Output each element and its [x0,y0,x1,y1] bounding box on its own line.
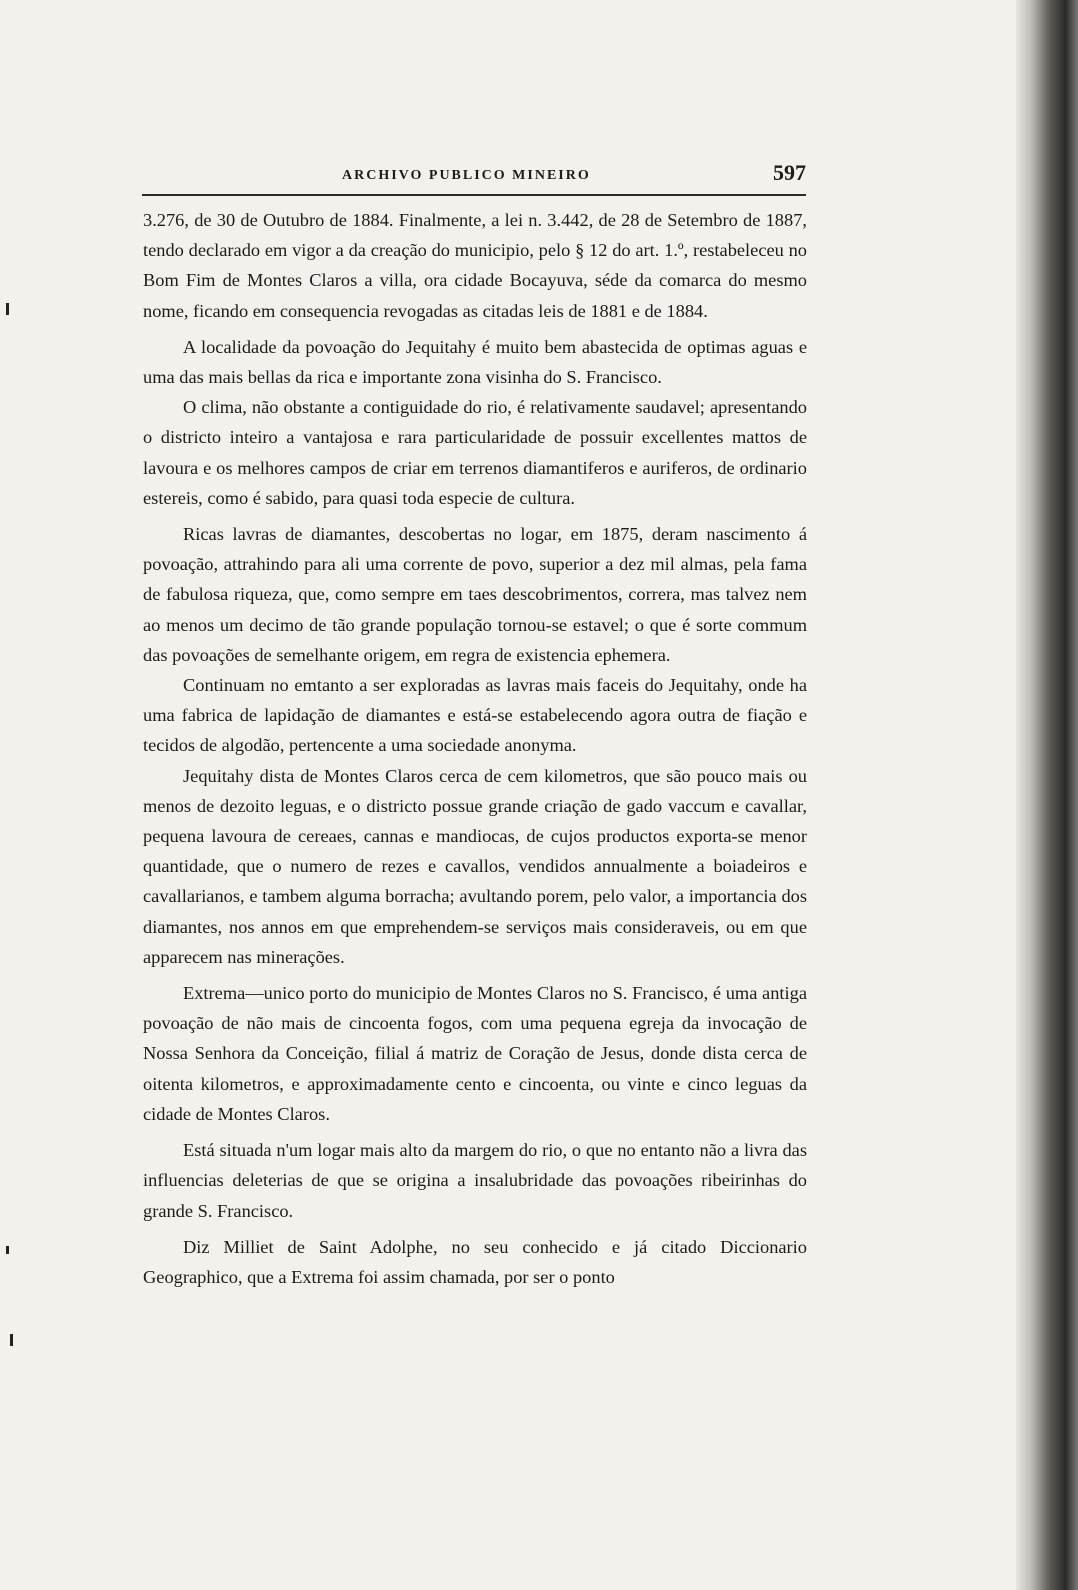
paragraph: Extrema—unico porto do municipio de Montes Claros no S. Francisco, é uma antiga povoação de não mais de cincoenta fogos, com uma pequena egreja da invocação de Nossa Senhora da Conceição, filial á matriz de Coração de Jesus, donde dista cerca de oitenta kilometros, e approximadamente cento e cincoenta, ou vinte e cinco leguas da cidade de Montes Claros. [143,983,807,1124]
paragraph: Continuam no emtanto a ser exploradas as lavras mais faceis do Jequitahy, onde ha uma fabrica de lapidação de diamantes e está-se estabelecendo agora outra de fiação e tecidos de algodão, pertencente a uma sociedade anonyma. [143,675,807,756]
page-header [142,160,806,196]
body-text [143,205,807,1292]
paragraph: O clima, não obstante a contiguidade do rio, é relativamente saudavel; apresentando o districto inteiro a vantajosa e rara particularidade de possuir excellentes mattos de lavoura e os melhores campos de criar em terrenos diamantiferos e auriferos, de ordinario estereis, como é sabido, para quasi toda especie de cultura. [143,397,807,508]
paragraph: Diz Milliet de Saint Adolphe, no seu conhecido e já citado Diccionario Geographico, que a Extrema foi assim chamada, por ser o ponto [143,1236,807,1287]
margin-mark [6,303,9,315]
paragraph: Está situada n'um logar mais alto da margem do rio, o que no entanto não a livra das influencias deleterias de que se origina a insalubridade das povoações ribeirinhas do grande S. Francisco. [143,1140,807,1221]
paragraph: 3.276, de 30 de Outubro de 1884. Finalmente, a lei n. 3.442, de 28 de Setembro de 1887, tendo declarado em vigor a da creação do municipio, pelo § 12 do art. 1.º, restabeleceu no Bom Fim de Montes Claros a villa, ora cidade Bocayuva, séde da comarca do mesmo nome, ficando em consequencia revogadas as citadas leis de 1881 e de 1884. [143,210,807,321]
page-edge-shadow [1016,0,1078,1590]
running-title: ARCHIVO PUBLICO MINEIRO [342,168,591,183]
paragraph: A localidade da povoação do Jequitahy é muito bem abastecida de optimas aguas e uma das mais bellas da rica e importante zona visinha do S. Francisco. [143,336,807,388]
page-number: 597 [773,160,806,185]
paragraph: Jequitahy dista de Montes Claros cerca de cem kilometros, que são pouco mais ou menos de dezoito leguas, e o districto possue grande criação de gado vaccum e cavallar, pequena lavoura de cereaes, cannas e mandiocas, de cujos productos exporta-se menor quantidade, que o numero de rezes e cavallos, vendidos annualmente a boiadeiros e cavallarianos, e tambem alguma borracha; avultando porem, pelo valor, a importancia dos diamantes, nos annos em que emprehendem-se serviços mais consideraveis, ou em que apparecem nas minerações. [143,765,807,967]
margin-mark [6,1246,9,1254]
margin-mark [10,1334,13,1346]
paragraph: Ricas lavras de diamantes, descobertas no logar, em 1875, deram nascimento á povoação, attrahindo para ali uma corrente de povo, superior a dez mil almas, pela fama de fabulosa riqueza, que, como sempre em taes descobrimentos, correra, mas talvez nem ao menos um decimo de tão grande população tornou-se estavel; o que é sorte commum das povoações de semelhante origem, em regra de existencia ephemera. [143,524,807,665]
